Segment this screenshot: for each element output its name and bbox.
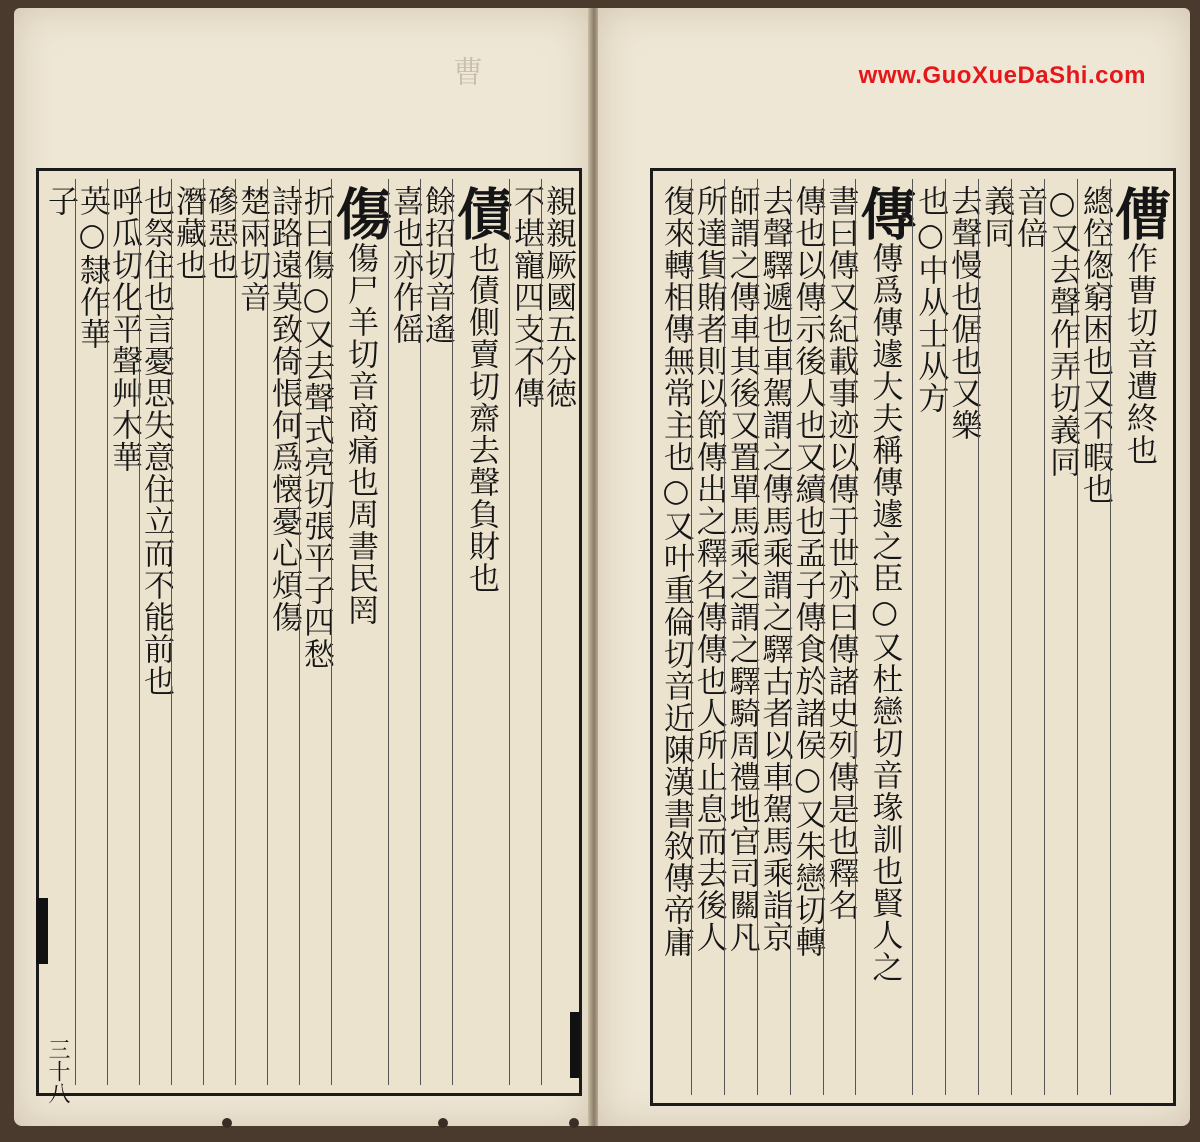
column-text: 潛藏也 [170, 185, 206, 281]
headword: 傮 [1106, 185, 1172, 242]
column-text: 英○隸作華 [74, 185, 110, 350]
text-column [508, 179, 544, 1085]
text-column [327, 179, 393, 1085]
library-stamp: 曹 [447, 56, 482, 86]
column-text: 子 [42, 185, 78, 217]
text-column [266, 179, 302, 1085]
text-column [1044, 179, 1081, 1095]
text-column [106, 179, 142, 1085]
column-text: 傳也以傳示後人也又續也孟子傳食於諸侯○又朱戀切轉 [789, 185, 826, 958]
column-text: 楚兩切音 [234, 185, 270, 313]
text-column [657, 179, 694, 1095]
column-text: 義同 [978, 185, 1015, 249]
text-column [448, 179, 514, 1085]
column-text: 不堪寵四支不傳 [508, 185, 544, 409]
column-text: 親親厥國五分徳 [540, 185, 576, 409]
text-column [74, 179, 110, 1085]
headword: 債 [448, 185, 514, 242]
text-column [978, 179, 1015, 1095]
text-column [298, 179, 334, 1085]
binding-hole [438, 1118, 448, 1128]
text-column [202, 179, 238, 1085]
column-text: 喜也亦作傜 [387, 185, 423, 345]
text-column [756, 179, 793, 1095]
headword: 傳 [851, 185, 918, 242]
column-text: 作曹切音遭終也 [1121, 242, 1157, 466]
text-column [42, 179, 78, 1085]
column-text: 傳爲傳遽大夫稱傳遽之臣○又杜戀切音瑑訓也賢人之 [866, 242, 903, 983]
text-column [540, 179, 576, 1085]
text-column [945, 179, 982, 1095]
column-text: 磣惡也 [202, 185, 238, 281]
watermark-url: www.GuoXueDaShi.com [858, 62, 1146, 89]
column-text: 餘招切音遙 [419, 185, 455, 345]
column-text: 詩路遠莫致倚悵何爲懐憂心煩傷 [266, 185, 302, 633]
text-column [387, 179, 423, 1085]
column-text: 所達貨賄者則以節傳出之釋名傳傳也人所止息而去後人 [690, 185, 727, 953]
right-columns [657, 179, 1172, 1095]
column-text: 去聲驛遞也車駕謂之傳馬乘謂之驛古者以車駕馬乘詣京 [756, 185, 793, 953]
column-text: 書曰傳又紀載事迹以傳于世亦曰傳諸史列傳是也釋名 [822, 185, 859, 921]
left-columns [42, 179, 576, 1085]
text-column [723, 179, 760, 1095]
left-text-frame [36, 168, 582, 1096]
text-column [234, 179, 270, 1085]
edge-mark [36, 898, 48, 964]
column-text: 也祭住也言憂思失意住立而不能前也 [138, 185, 174, 697]
text-column [822, 179, 859, 1095]
right-page [598, 8, 1190, 1126]
text-column [851, 179, 918, 1095]
text-column [170, 179, 206, 1085]
column-text: ○又去聲作弄切義同 [1044, 185, 1081, 478]
column-text: 傷尸羊切音商痛也周書民罔 [342, 242, 378, 626]
binding-hole [222, 1118, 232, 1128]
text-column [690, 179, 727, 1095]
left-page [14, 8, 590, 1126]
column-text: 去聲慢也倨也又樂 [945, 185, 982, 441]
edge-mark [570, 1012, 580, 1078]
column-text: 師謂之傳車其後又置單馬乘之謂之驛騎周禮地官司關凡 [723, 185, 760, 953]
text-column [912, 179, 949, 1095]
column-text: 復來轉相傳無常主也○又叶重倫切音近陳漢書敘傳帝庸 [657, 185, 694, 958]
text-column [1077, 179, 1113, 1095]
right-text-frame [650, 168, 1176, 1106]
binding-hole [569, 1118, 579, 1128]
text-column [1011, 179, 1048, 1095]
text-column [1106, 179, 1172, 1095]
column-text: 折曰傷○又去聲式亮切張平子四愁 [298, 185, 334, 670]
folio-number: 三十八 [45, 1038, 70, 1104]
column-text: 音倍 [1011, 185, 1048, 249]
text-column [789, 179, 826, 1095]
column-text: 也○中从士从方 [912, 185, 949, 414]
text-column [138, 179, 174, 1085]
text-column [419, 179, 455, 1085]
column-text: 總倥偬窮困也又不暇也 [1077, 185, 1113, 505]
headword: 傷 [327, 185, 393, 242]
column-text: 呼瓜切化平聲艸木華 [106, 185, 142, 473]
column-text: 也債側賣切齋去聲負財也 [463, 242, 499, 594]
